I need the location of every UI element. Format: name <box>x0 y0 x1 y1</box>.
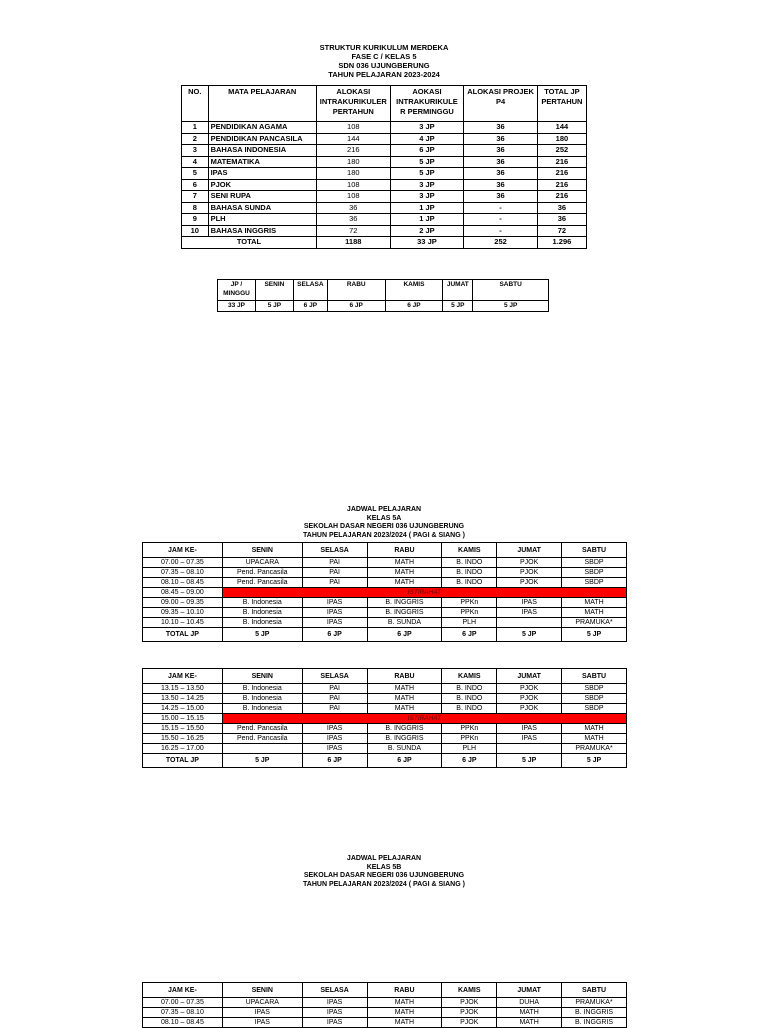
schedule-row <box>143 588 627 598</box>
curriculum-table <box>181 85 587 249</box>
schedule-subject-cell: MATH <box>562 724 627 734</box>
schedule-subject-cell <box>222 744 302 754</box>
schedule-subject-cell: B. INDO <box>442 578 497 588</box>
curriculum-cell: 252 <box>537 145 586 157</box>
curriculum-cell: 216 <box>316 145 390 157</box>
schedule-time-cell: 14.25 – 15.00 <box>143 704 223 714</box>
schedule-subject-cell: Pend. Pancasila <box>222 578 302 588</box>
curriculum-cell: 72 <box>316 225 390 237</box>
curriculum-cell: 2 <box>182 133 209 145</box>
schedule-total-cell: 5 JP <box>222 628 302 642</box>
schedule-5a-afternoon-table <box>142 668 627 768</box>
schedule-total-cell: 6 JP <box>367 628 442 642</box>
curriculum-cell: 3 JP <box>390 179 464 191</box>
curriculum-cell: PLH <box>208 214 316 226</box>
curriculum-cell: 180 <box>316 156 390 168</box>
curriculum-row <box>182 122 587 134</box>
curriculum-cell: 216 <box>537 191 586 203</box>
jp-value-jumat: 5 JP <box>443 301 473 312</box>
jp-value-selasa: 6 JP <box>293 301 327 312</box>
schedule-subject-cell: B. INGGRIS <box>367 724 442 734</box>
curriculum-cell: 10 <box>182 225 209 237</box>
header-annual-alloc: ALOKASI INTRAKURIKULER PERTAHUN <box>316 86 390 122</box>
schedule-subject-cell: PJOK <box>497 694 562 704</box>
schedule-5a-title <box>234 506 534 540</box>
curriculum-cell: 3 JP <box>390 122 464 134</box>
schedule-row <box>143 618 627 628</box>
schedule-subject-cell: B. INGGRIS <box>367 598 442 608</box>
schedule-title-line: SEKOLAH DASAR NEGERI 036 UJUNGBERUNG <box>303 872 465 879</box>
curriculum-cell: 180 <box>537 133 586 145</box>
schedule-subject-cell: B. INGGRIS <box>562 1008 627 1018</box>
schedule-time-cell: 09.00 – 09.35 <box>143 598 223 608</box>
header-project-alloc: ALOKASI PROJEK P4 <box>464 86 538 122</box>
curriculum-cell: 3 JP <box>390 191 464 203</box>
schedule-subject-cell: MATH <box>367 568 442 578</box>
schedule-time-cell: 13.50 – 14.25 <box>143 694 223 704</box>
curriculum-row <box>182 156 587 168</box>
schedule-subject-cell: IPAS <box>497 724 562 734</box>
schedule-total-cell: TOTAL JP <box>143 754 223 768</box>
schedule-time-cell: 08.10 – 08.45 <box>143 1018 223 1028</box>
schedule-subject-cell: MATH <box>497 1018 562 1028</box>
curriculum-cell: 180 <box>316 168 390 180</box>
schedule-time-cell: 07.00 – 07.35 <box>143 998 223 1008</box>
schedule-header-row <box>143 669 627 684</box>
schedule-row <box>143 724 627 734</box>
jp-value-senin: 5 JP <box>255 301 293 312</box>
schedule-subject-cell: IPAS <box>302 724 367 734</box>
schedule-header-cell: RABU <box>367 669 442 684</box>
curriculum-cell: 144 <box>537 122 586 134</box>
schedule-header-cell: SABTU <box>562 543 627 558</box>
schedule-subject-cell: MATH <box>367 998 442 1008</box>
schedule-header-cell: SELASA <box>302 669 367 684</box>
header-subject: MATA PELAJARAN <box>208 86 316 122</box>
curriculum-cell: 6 JP <box>390 145 464 157</box>
schedule-header-cell: RABU <box>367 543 442 558</box>
schedule-subject-cell: MATH <box>367 558 442 568</box>
schedule-subject-cell: PAI <box>302 704 367 714</box>
schedule-subject-cell: MATH <box>367 694 442 704</box>
schedule-subject-cell: PAI <box>302 578 367 588</box>
curriculum-total-label: TOTAL <box>182 237 317 249</box>
schedule-subject-cell: B. INGGRIS <box>367 608 442 618</box>
schedule-subject-cell: B. INDO <box>442 684 497 694</box>
schedule-row <box>143 598 627 608</box>
schedule-subject-cell: IPAS <box>302 734 367 744</box>
curriculum-cell: 1 <box>182 122 209 134</box>
curriculum-cell: 36 <box>537 202 586 214</box>
schedule-total-cell: 5 JP <box>497 628 562 642</box>
jp-value-week: 33 JP <box>218 301 256 312</box>
curriculum-total-row <box>182 237 587 249</box>
jp-header-kamis: KAMIS <box>385 280 443 301</box>
schedule-subject-cell: MATH <box>367 578 442 588</box>
curriculum-cell: 36 <box>464 179 538 191</box>
schedule-subject-cell: PJOK <box>497 578 562 588</box>
schedule-title-line: TAHUN PELAJARAN 2023/2024 ( PAGI & SIANG ) <box>303 531 465 539</box>
schedule-time-cell: 07.00 – 07.35 <box>143 558 223 568</box>
curriculum-cell: 2 JP <box>390 225 464 237</box>
schedule-header-cell: JUMAT <box>497 983 562 998</box>
jp-per-week-table <box>217 279 549 312</box>
curriculum-cell: 144 <box>316 133 390 145</box>
schedule-5b-title <box>234 855 534 889</box>
schedule-title-line: JADWAL PELAJARAN <box>346 506 422 513</box>
curriculum-cell: PJOK <box>208 179 316 191</box>
schedule-header-cell: SENIN <box>222 543 302 558</box>
curriculum-cell: MATEMATIKA <box>208 156 316 168</box>
schedule-total-row <box>143 628 627 642</box>
jp-header-jumat: JUMAT <box>443 280 473 301</box>
curriculum-cell: BAHASA INGGRIS <box>208 225 316 237</box>
curriculum-cell: 108 <box>316 179 390 191</box>
curriculum-row <box>182 202 587 214</box>
schedule-subject-cell: B. Indonesia <box>222 598 302 608</box>
schedule-subject-cell: SBDP <box>562 578 627 588</box>
curriculum-cell: 3 <box>182 145 209 157</box>
schedule-row <box>143 1008 627 1018</box>
schedule-total-cell: 5 JP <box>562 628 627 642</box>
curriculum-row <box>182 214 587 226</box>
schedule-subject-cell: SBDP <box>562 558 627 568</box>
curriculum-cell: 36 <box>464 156 538 168</box>
schedule-title-line: SEKOLAH DASAR NEGERI 036 UJUNGBERUNG <box>303 523 465 530</box>
jp-header-rabu: RABU <box>327 280 385 301</box>
schedule-row <box>143 694 627 704</box>
curriculum-cell: BAHASA SUNDA <box>208 202 316 214</box>
schedule-subject-cell: B. SUNDA <box>367 618 442 628</box>
curriculum-cell: 8 <box>182 202 209 214</box>
schedule-subject-cell: PAI <box>302 694 367 704</box>
curriculum-cell: 36 <box>464 122 538 134</box>
schedule-time-cell: 10.10 – 10.45 <box>143 618 223 628</box>
schedule-subject-cell: MATH <box>497 1008 562 1018</box>
schedule-subject-cell: PAI <box>302 568 367 578</box>
schedule-subject-cell: PJOK <box>442 1008 497 1018</box>
schedule-subject-cell: PLH <box>442 618 497 628</box>
curriculum-cell: SENI RUPA <box>208 191 316 203</box>
curriculum-title-line: STRUKTUR KURIKULUM MERDEKA <box>319 43 449 52</box>
schedule-subject-cell: SBDP <box>562 684 627 694</box>
schedule-subject-cell: PJOK <box>442 998 497 1008</box>
schedule-header-cell: SENIN <box>222 669 302 684</box>
schedule-subject-cell: Pend. Pancasila <box>222 568 302 578</box>
schedule-subject-cell: PAI <box>302 684 367 694</box>
schedule-header-cell: RABU <box>367 983 442 998</box>
schedule-subject-cell <box>497 744 562 754</box>
curriculum-row <box>182 191 587 203</box>
schedule-time-cell: 15.00 – 15.15 <box>143 714 223 724</box>
schedule-subject-cell: B. INGGRIS <box>562 1018 627 1028</box>
curriculum-cell: 5 JP <box>390 168 464 180</box>
schedule-subject-cell: B. Indonesia <box>222 694 302 704</box>
curriculum-title-line: FASE C / KELAS 5 <box>351 52 417 61</box>
schedule-header-cell: SELASA <box>302 983 367 998</box>
schedule-subject-cell: PLH <box>442 744 497 754</box>
schedule-row <box>143 704 627 714</box>
schedule-subject-cell: PPKn <box>442 724 497 734</box>
curriculum-cell: 72 <box>537 225 586 237</box>
schedule-subject-cell: B. Indonesia <box>222 618 302 628</box>
curriculum-cell: 4 <box>182 156 209 168</box>
schedule-subject-cell: PRAMUKA* <box>562 744 627 754</box>
jp-header-selasa: SELASA <box>293 280 327 301</box>
schedule-total-cell: 6 JP <box>442 754 497 768</box>
curriculum-cell: 5 JP <box>390 156 464 168</box>
schedule-subject-cell: IPAS <box>222 1018 302 1028</box>
curriculum-row <box>182 145 587 157</box>
curriculum-total-cell: 33 JP <box>390 237 464 249</box>
schedule-row <box>143 558 627 568</box>
header-total-jp: TOTAL JP PERTAHUN <box>537 86 586 122</box>
schedule-time-cell: 08.10 – 08.45 <box>143 578 223 588</box>
schedule-subject-cell: SBDP <box>562 568 627 578</box>
schedule-time-cell: 13.15 – 13.50 <box>143 684 223 694</box>
jp-header-week: JP / MINGGU <box>218 280 256 301</box>
schedule-time-cell: 16.25 – 17.00 <box>143 744 223 754</box>
schedule-header-cell: KAMIS <box>442 983 497 998</box>
schedule-subject-cell: UPACARA <box>222 558 302 568</box>
schedule-row <box>143 568 627 578</box>
header-weekly-alloc: AOKASI INTRAKURIKULE R PERMINGGU <box>390 86 464 122</box>
schedule-subject-cell: MATH <box>367 684 442 694</box>
schedule-header-cell: SABTU <box>562 669 627 684</box>
schedule-time-cell: 08.45 – 09.00 <box>143 588 223 598</box>
schedule-subject-cell: PAI <box>302 558 367 568</box>
schedule-header-cell: SELASA <box>302 543 367 558</box>
curriculum-cell: 36 <box>464 145 538 157</box>
schedule-subject-cell: PJOK <box>497 704 562 714</box>
schedule-subject-cell: IPAS <box>497 608 562 618</box>
schedule-time-cell: 15.15 – 15.50 <box>143 724 223 734</box>
schedule-row <box>143 1018 627 1028</box>
schedule-subject-cell: IPAS <box>302 1018 367 1028</box>
curriculum-cell: 36 <box>464 191 538 203</box>
schedule-subject-cell: IPAS <box>302 744 367 754</box>
jp-value-rabu: 6 JP <box>327 301 385 312</box>
schedule-subject-cell: B. Indonesia <box>222 684 302 694</box>
schedule-subject-cell: B. INGGRIS <box>367 734 442 744</box>
schedule-subject-cell: IPAS <box>302 618 367 628</box>
schedule-total-cell: 5 JP <box>222 754 302 768</box>
curriculum-cell: - <box>464 202 538 214</box>
curriculum-cell: BAHASA INDONESIA <box>208 145 316 157</box>
schedule-time-cell: 15.50 – 16.25 <box>143 734 223 744</box>
schedule-header-cell: JAM KE- <box>143 543 223 558</box>
schedule-subject-cell: PJOK <box>497 558 562 568</box>
schedule-subject-cell: IPAS <box>302 608 367 618</box>
curriculum-title-line: SDN 036 UJUNGBERUNG <box>338 61 430 70</box>
schedule-subject-cell: PJOK <box>442 1018 497 1028</box>
schedule-subject-cell: IPAS <box>302 598 367 608</box>
curriculum-cell: - <box>464 214 538 226</box>
curriculum-total-cell: 1.296 <box>537 237 586 249</box>
schedule-subject-cell: B. Indonesia <box>222 704 302 714</box>
schedule-header-cell: SABTU <box>562 983 627 998</box>
schedule-subject-cell: IPAS <box>222 1008 302 1018</box>
curriculum-row <box>182 133 587 145</box>
schedule-total-cell: 6 JP <box>302 754 367 768</box>
schedule-subject-cell: B. SUNDA <box>367 744 442 754</box>
curriculum-cell: PENDIDIKAN PANCASILA <box>208 133 316 145</box>
schedule-subject-cell: MATH <box>562 598 627 608</box>
schedule-total-cell: 5 JP <box>562 754 627 768</box>
schedule-total-cell: 5 JP <box>497 754 562 768</box>
schedule-subject-cell: MATH <box>562 734 627 744</box>
curriculum-cell: 36 <box>537 214 586 226</box>
curriculum-cell: 6 <box>182 179 209 191</box>
jp-header-sabtu: SABTU <box>473 280 549 301</box>
schedule-time-cell: 07.35 – 08.10 <box>143 568 223 578</box>
schedule-row <box>143 608 627 618</box>
schedule-subject-cell: MATH <box>562 608 627 618</box>
jp-header-senin: SENIN <box>255 280 293 301</box>
schedule-title-line: TAHUN PELAJARAN 2023/2024 ( PAGI & SIANG ) <box>303 880 465 888</box>
curriculum-cell: 108 <box>316 122 390 134</box>
schedule-header-cell: JAM KE- <box>143 983 223 998</box>
schedule-header-cell: KAMIS <box>442 669 497 684</box>
schedule-subject-cell: PRAMUKA* <box>562 998 627 1008</box>
break-cell: ISTIRAHAT <box>222 588 626 598</box>
curriculum-cell: 5 <box>182 168 209 180</box>
schedule-subject-cell: B. INDO <box>442 568 497 578</box>
schedule-subject-cell: IPAS <box>497 734 562 744</box>
schedule-subject-cell: PPKn <box>442 598 497 608</box>
schedule-subject-cell: UPACARA <box>222 998 302 1008</box>
curriculum-row <box>182 168 587 180</box>
schedule-row <box>143 734 627 744</box>
schedule-subject-cell: IPAS <box>302 998 367 1008</box>
curriculum-cell: 216 <box>537 179 586 191</box>
schedule-subject-cell: B. Indonesia <box>222 608 302 618</box>
schedule-row <box>143 684 627 694</box>
schedule-header-cell: JUMAT <box>497 543 562 558</box>
curriculum-cell: 216 <box>537 156 586 168</box>
curriculum-cell: 108 <box>316 191 390 203</box>
curriculum-title-line: TAHUN PELAJARAN 2023-2024 <box>328 70 440 79</box>
schedule-subject-cell: MATH <box>367 1008 442 1018</box>
schedule-header-cell: SENIN <box>222 983 302 998</box>
schedule-row <box>143 998 627 1008</box>
schedule-subject-cell: Pend. Pancasila <box>222 724 302 734</box>
schedule-subject-cell: MATH <box>367 704 442 714</box>
curriculum-cell: 7 <box>182 191 209 203</box>
curriculum-cell: 36 <box>316 202 390 214</box>
schedule-row <box>143 714 627 724</box>
schedule-title-line: JADWAL PELAJARAN <box>346 855 422 862</box>
schedule-title-line: KELAS 5B <box>366 863 402 871</box>
schedule-time-cell: 07.35 – 08.10 <box>143 1008 223 1018</box>
schedule-total-cell: 6 JP <box>367 754 442 768</box>
schedule-subject-cell: PPKn <box>442 734 497 744</box>
curriculum-cell: 1 JP <box>390 214 464 226</box>
schedule-5b-morning-table <box>142 982 627 1028</box>
schedule-subject-cell: B. INDO <box>442 558 497 568</box>
schedule-subject-cell: PPKn <box>442 608 497 618</box>
schedule-subject-cell: DUHA <box>497 998 562 1008</box>
schedule-total-row <box>143 754 627 768</box>
curriculum-cell: 1 JP <box>390 202 464 214</box>
schedule-subject-cell: Pend. Pancasila <box>222 734 302 744</box>
jp-value-sabtu: 5 JP <box>473 301 549 312</box>
schedule-subject-cell: PJOK <box>497 568 562 578</box>
schedule-total-cell: 6 JP <box>442 628 497 642</box>
curriculum-cell: 9 <box>182 214 209 226</box>
schedule-title-line: KELAS 5A <box>366 514 402 522</box>
schedule-header-row <box>143 983 627 998</box>
schedule-subject-cell: MATH <box>367 1018 442 1028</box>
schedule-header-cell: KAMIS <box>442 543 497 558</box>
curriculum-row <box>182 225 587 237</box>
schedule-subject-cell: B. INDO <box>442 704 497 714</box>
schedule-subject-cell: IPAS <box>497 598 562 608</box>
curriculum-row <box>182 179 587 191</box>
curriculum-cell: 36 <box>464 168 538 180</box>
schedule-row <box>143 578 627 588</box>
schedule-header-cell: JUMAT <box>497 669 562 684</box>
schedule-total-cell: TOTAL JP <box>143 628 223 642</box>
curriculum-cell: 4 JP <box>390 133 464 145</box>
curriculum-cell: PENDIDIKAN AGAMA <box>208 122 316 134</box>
curriculum-total-cell: 1188 <box>316 237 390 249</box>
schedule-total-cell: 6 JP <box>302 628 367 642</box>
curriculum-total-cell: 252 <box>464 237 538 249</box>
schedule-time-cell: 09.35 – 10.10 <box>143 608 223 618</box>
schedule-subject-cell <box>497 618 562 628</box>
schedule-subject-cell: PRAMUKA* <box>562 618 627 628</box>
curriculum-cell: 36 <box>464 133 538 145</box>
schedule-subject-cell: IPAS <box>302 1008 367 1018</box>
curriculum-cell: 216 <box>537 168 586 180</box>
schedule-subject-cell: B. INDO <box>442 694 497 704</box>
curriculum-cell: 36 <box>316 214 390 226</box>
header-no: NO. <box>182 86 209 122</box>
break-cell: ISTIRAHAT <box>222 714 626 724</box>
schedule-subject-cell: PJOK <box>497 684 562 694</box>
schedule-header-cell: JAM KE- <box>143 669 223 684</box>
schedule-subject-cell: SBDP <box>562 704 627 714</box>
schedule-subject-cell: SBDP <box>562 694 627 704</box>
schedule-header-row <box>143 543 627 558</box>
schedule-5a-morning-table <box>142 542 627 642</box>
schedule-row <box>143 744 627 754</box>
curriculum-cell: IPAS <box>208 168 316 180</box>
curriculum-cell: - <box>464 225 538 237</box>
jp-value-kamis: 6 JP <box>385 301 443 312</box>
curriculum-title <box>284 43 484 79</box>
